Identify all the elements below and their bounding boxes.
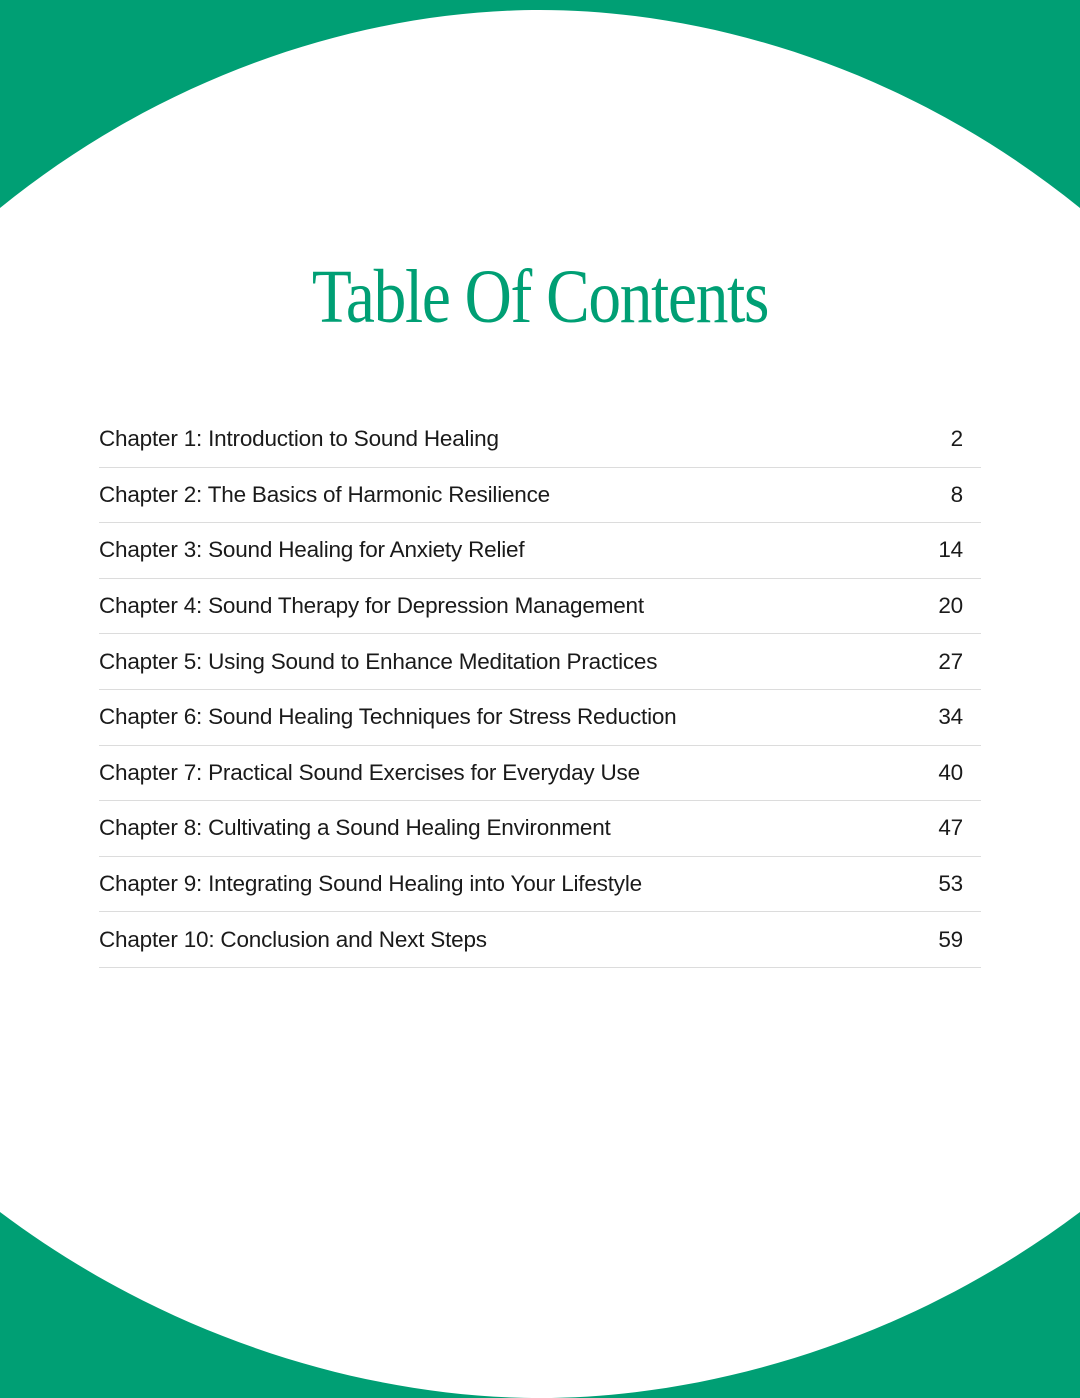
toc-entry-page: 8 — [950, 481, 963, 507]
toc-entry-title: Chapter 7: Practical Sound Exercises for Everyday Use — [99, 759, 640, 785]
toc-entry-page: 2 — [950, 426, 963, 452]
toc-entry-title: Chapter 5: Using Sound to Enhance Meditation Practices — [99, 648, 658, 674]
table-of-contents — [99, 412, 981, 968]
toc-entry-page: 27 — [938, 648, 963, 674]
toc-entry-page: 34 — [938, 704, 963, 730]
toc-entry-6[interactable] — [99, 690, 981, 746]
toc-entry-page: 53 — [938, 871, 963, 897]
toc-entry-title: Chapter 8: Cultivating a Sound Healing Environment — [99, 815, 611, 841]
toc-entry-title: Chapter 3: Sound Healing for Anxiety Relief — [99, 537, 525, 563]
toc-entry-page: 20 — [938, 593, 963, 619]
toc-entry-9[interactable] — [99, 857, 981, 913]
toc-entry-title: Chapter 6: Sound Healing Techniques for Stress Reduction — [99, 704, 677, 730]
toc-entry-7[interactable] — [99, 746, 981, 802]
toc-entry-page: 14 — [938, 537, 963, 563]
toc-entry-10[interactable] — [99, 912, 981, 968]
toc-entry-title: Chapter 10: Conclusion and Next Steps — [99, 926, 487, 952]
toc-entry-title: Chapter 9: Integrating Sound Healing into Your Lifestyle — [99, 871, 642, 897]
toc-entry-page: 40 — [938, 759, 963, 785]
page-title: Table Of Contents — [311, 255, 769, 339]
toc-entry-5[interactable] — [99, 634, 981, 690]
toc-entry-title: Chapter 4: Sound Therapy for Depression Management — [99, 593, 644, 619]
toc-entry-4[interactable] — [99, 579, 981, 635]
toc-entry-title: Chapter 1: Introduction to Sound Healing — [99, 426, 499, 452]
toc-entry-8[interactable] — [99, 801, 981, 857]
toc-entry-3[interactable] — [99, 523, 981, 579]
toc-entry-page: 59 — [938, 926, 963, 952]
toc-entry-page: 47 — [938, 815, 963, 841]
toc-entry-1[interactable] — [99, 412, 981, 468]
toc-entry-title: Chapter 2: The Basics of Harmonic Resilience — [99, 481, 550, 507]
toc-entry-2[interactable] — [99, 468, 981, 524]
